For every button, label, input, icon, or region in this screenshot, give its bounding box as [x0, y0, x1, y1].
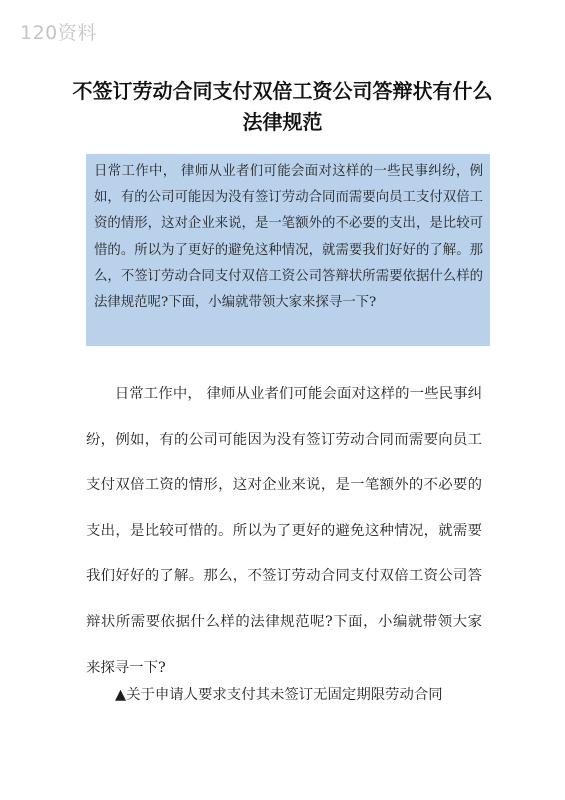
highlighted-summary: 日常工作中， 律师从业者们可能会面对这样的一些民事纠纷，例如，有的公司可能因为没有签订劳动合同而需要向员工支付双倍工资的情形，这对企业来说，是一笔额外的不必要的支出，是比较可惜的。所以为了更好的避免这种情况，就需要我们好好的了解。那么，不签订劳动合同支付双倍工资公司答辩状所需要依据什么样的法律规范呢?下面，小编就带领大家来探寻一下?: [86, 154, 490, 346]
document-title: 不签订劳动合同支付双倍工资公司答辩状有什么法律规范: [72, 79, 493, 134]
section-heading: ▲关于申请人要求支付其未签订无固定期限劳动合同: [115, 687, 443, 703]
body-paragraph: 日常工作中， 律师从业者们可能会面对这样的一些民事纠纷，例如，有的公司可能因为没有签订劳动合同而需要向员工支付双倍工资的情形，这对企业来说，是一笔额外的不必要的支出，是比较可惜的。所以为了更好的避免这种情况，就需要我们好好的了解。那么，不签订劳动合同支付双倍工资公司答辩状所需要依据什么样的法律规范呢?下面，小编就带领大家来探寻一下?: [86, 386, 482, 676]
watermark-logo: 120资料: [20, 22, 97, 44]
